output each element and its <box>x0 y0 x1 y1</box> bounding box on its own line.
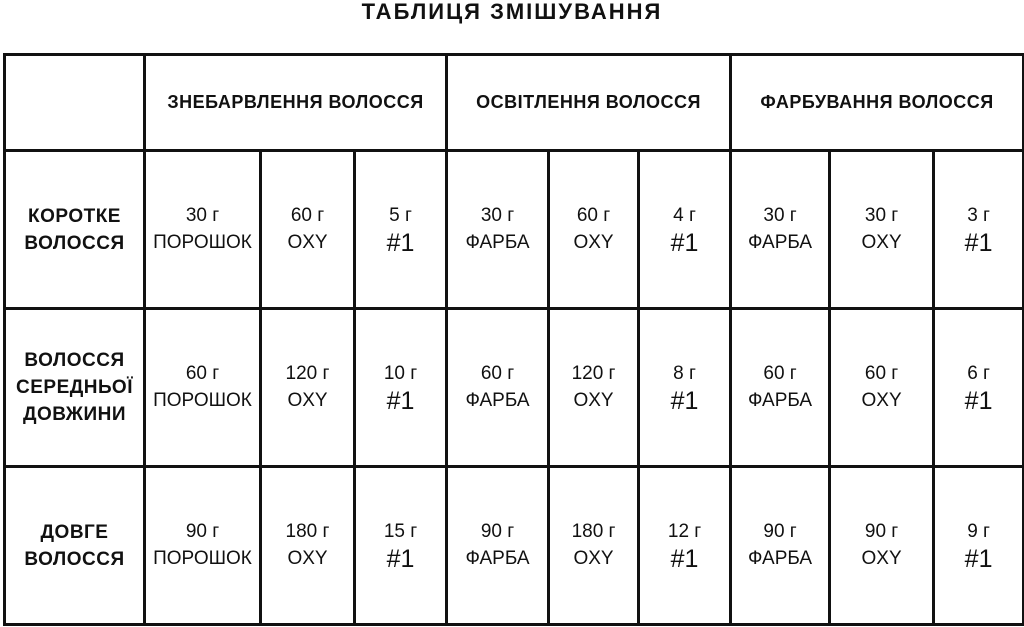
cell-amount: 90 г <box>185 520 220 542</box>
mix-cell <box>549 151 639 309</box>
cell-amount: 3 г <box>967 204 990 226</box>
cell-ingredient: OXY <box>287 547 328 569</box>
cell-ingredient: OXY <box>861 389 902 411</box>
cell-amount: 120 г <box>285 362 330 384</box>
cell-ingredient: OXY <box>573 389 614 411</box>
cell-ingredient: ФАРБА <box>465 547 530 569</box>
row-header-line: ВОЛОССЯ <box>24 548 125 570</box>
cell-amount: 90 г <box>763 520 797 542</box>
cell-ingredient: ФАРБА <box>748 231 813 253</box>
cell-amount: 90 г <box>480 520 515 542</box>
cell-amount: 30 г <box>763 204 797 226</box>
mix-cell <box>934 151 1024 309</box>
cell-amount: 30 г <box>864 204 899 226</box>
group-header-lightening: ОСВІТЛЕННЯ ВОЛОССЯ <box>447 55 731 151</box>
cell-amount: 60 г <box>576 204 611 226</box>
mix-cell <box>447 467 549 625</box>
cell-amount: 4 г <box>673 204 696 226</box>
cell-amount: 180 г <box>571 520 616 542</box>
cell-amount: 60 г <box>864 362 899 384</box>
cell-ingredient: ФАРБА <box>465 389 530 411</box>
cell-amount: 90 г <box>864 520 899 542</box>
row-header-line: ВОЛОССЯ <box>24 232 125 254</box>
mix-cell <box>549 467 639 625</box>
cell-amount: 15 г <box>383 520 418 542</box>
row-header-line: ВОЛОССЯ <box>24 350 125 371</box>
mix-cell <box>145 467 261 625</box>
cell-ingredient: #1 <box>386 386 415 415</box>
cell-amount: 10 г <box>383 362 418 384</box>
cell-ingredient: ПОРОШОК <box>153 547 252 569</box>
cell-amount: 60 г <box>763 362 797 384</box>
cell-ingredient: #1 <box>670 544 699 573</box>
cell-amount: 12 г <box>667 520 702 542</box>
cell-amount: 60 г <box>185 362 220 384</box>
cell-amount: 60 г <box>290 204 325 226</box>
cell-ingredient: OXY <box>861 547 902 569</box>
cell-ingredient: #1 <box>964 386 993 415</box>
cell-ingredient: OXY <box>573 231 614 253</box>
group-header-bleaching: ЗНЕБАРВЛЕННЯ ВОЛОССЯ <box>145 55 447 151</box>
cell-ingredient: ФАРБА <box>748 389 813 411</box>
mix-cell <box>830 467 934 625</box>
table-row <box>5 309 1024 467</box>
row-header-line: ДОВГЕ <box>40 521 109 543</box>
corner-cell <box>5 55 145 151</box>
table-row <box>5 151 1024 309</box>
page-title: ТАБЛИЦЯ ЗМІШУВАННЯ <box>361 0 663 24</box>
cell-amount: 5 г <box>389 204 412 226</box>
row-header-line: ДОВЖИНИ <box>22 404 127 425</box>
mix-cell <box>731 309 830 467</box>
cell-ingredient: OXY <box>287 231 328 253</box>
row-header-long <box>5 467 145 625</box>
mix-cell <box>261 467 355 625</box>
mix-cell <box>145 151 261 309</box>
mix-cell <box>639 309 731 467</box>
table-header-row <box>5 55 1024 151</box>
cell-amount: 120 г <box>571 362 616 384</box>
cell-ingredient: OXY <box>287 389 328 411</box>
mix-cell <box>731 467 830 625</box>
cell-ingredient: ФАРБА <box>748 547 813 569</box>
mixing-table <box>3 53 1024 626</box>
cell-amount: 180 г <box>285 520 330 542</box>
mix-cell <box>934 309 1024 467</box>
cell-amount: 30 г <box>185 204 220 226</box>
cell-amount: 6 г <box>967 362 990 384</box>
cell-amount: 9 г <box>967 520 990 542</box>
mix-cell <box>261 151 355 309</box>
cell-ingredient: ПОРОШОК <box>153 231 252 253</box>
mix-cell <box>447 151 549 309</box>
mix-cell <box>355 151 447 309</box>
mix-cell <box>447 309 549 467</box>
row-header-line: СЕРЕДНЬОЇ <box>16 377 133 398</box>
mix-cell <box>355 309 447 467</box>
mix-cell <box>830 309 934 467</box>
mix-cell <box>145 309 261 467</box>
mix-cell <box>830 151 934 309</box>
cell-ingredient: #1 <box>670 228 699 257</box>
cell-ingredient: #1 <box>964 544 993 573</box>
group-header-coloring: ФАРБУВАННЯ ВОЛОССЯ <box>731 55 1024 151</box>
cell-ingredient: #1 <box>386 228 415 257</box>
mix-cell <box>261 309 355 467</box>
cell-ingredient: #1 <box>386 544 415 573</box>
cell-ingredient: OXY <box>573 547 614 569</box>
cell-ingredient: OXY <box>861 231 902 253</box>
row-header-short <box>5 151 145 309</box>
mix-cell <box>639 467 731 625</box>
cell-ingredient: ПОРОШОК <box>153 389 252 411</box>
mix-cell <box>934 467 1024 625</box>
mix-cell <box>731 151 830 309</box>
row-header-line: КОРОТКЕ <box>28 205 121 227</box>
mix-cell <box>355 467 447 625</box>
row-header-medium <box>5 309 145 467</box>
cell-amount: 8 г <box>673 362 696 384</box>
cell-ingredient: #1 <box>670 386 699 415</box>
cell-amount: 60 г <box>480 362 515 384</box>
mix-cell <box>639 151 731 309</box>
cell-ingredient: ФАРБА <box>465 231 530 253</box>
cell-amount: 30 г <box>480 204 515 226</box>
mix-cell <box>549 309 639 467</box>
cell-ingredient: #1 <box>964 228 993 257</box>
table-row <box>5 467 1024 625</box>
